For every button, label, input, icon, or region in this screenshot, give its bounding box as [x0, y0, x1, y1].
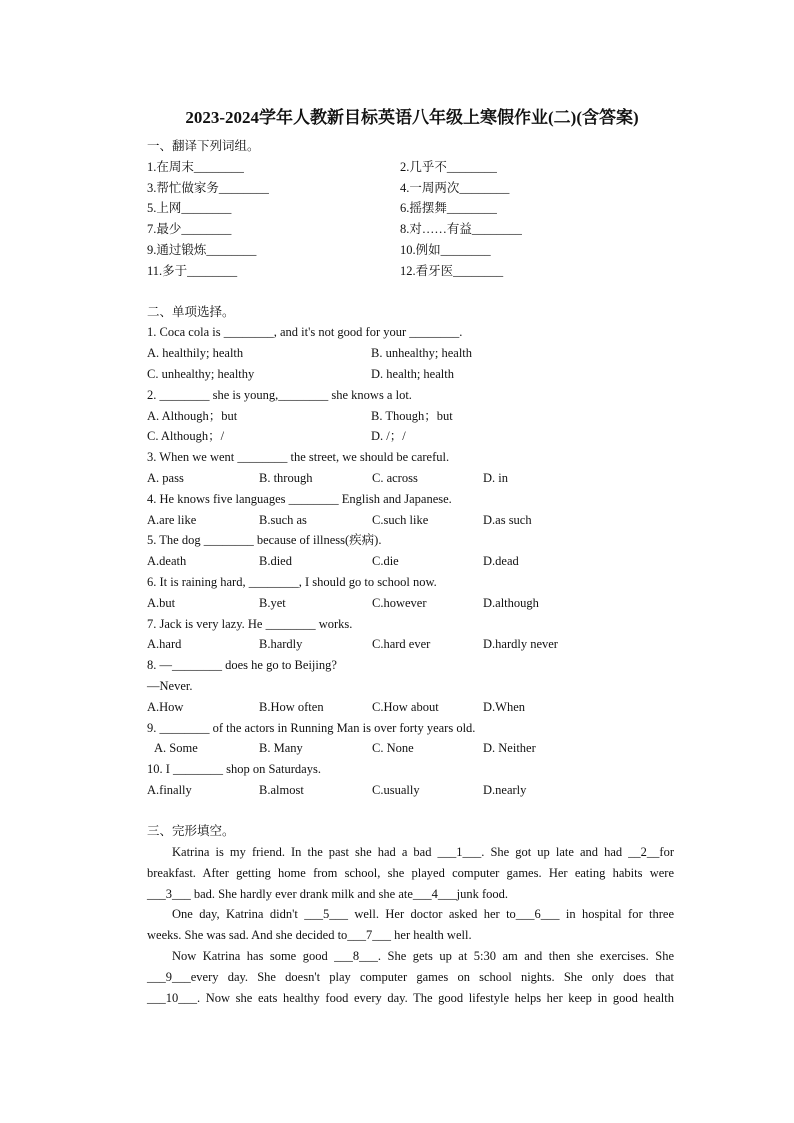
translation-item: 12.看牙医________	[400, 263, 504, 278]
options-8	[147, 697, 677, 718]
options-2	[147, 406, 677, 448]
translation-item: 2.几乎不________	[400, 159, 497, 174]
option-d: D. in	[483, 470, 508, 485]
options-3	[147, 468, 677, 489]
option-b: B. Though；but	[371, 408, 453, 423]
option-d: D.although	[483, 595, 539, 610]
option-a: A.are like	[147, 512, 197, 527]
options-10	[147, 780, 677, 801]
options-5	[147, 551, 677, 572]
passage-line: weeks. She was sad. And she decided to___7___ her health well.	[147, 928, 472, 943]
translation-item: 6.摇摆舞________	[400, 201, 497, 216]
question-10: 10. I ________ shop on Saturdays.	[147, 762, 321, 777]
option-b: B.died	[259, 554, 292, 569]
option-b: B. through	[259, 470, 313, 485]
question-5: 5. The dog ________ because of illness(疾病).	[147, 533, 382, 548]
option-a: A. pass	[147, 470, 184, 485]
option-b: B. unhealthy; health	[371, 346, 473, 361]
question-7: 7. Jack is very lazy. He ________ works.	[147, 616, 353, 631]
option-d: D. Neither	[483, 741, 536, 756]
translation-item: 8.对……有益________	[400, 222, 522, 237]
passage-line: ___3___ bad. She hardly ever drank milk and she ate___4___junk food.	[147, 886, 509, 901]
option-a: A.death	[147, 554, 187, 569]
option-c: C.usually	[372, 782, 420, 797]
translation-item: 10.例如________	[400, 242, 491, 257]
passage-line: Now Katrina has some good ___8___. She gets up at 5:30 am and then she exercises. She	[172, 948, 674, 963]
options-4	[147, 510, 677, 531]
option-a: A. healthily; health	[147, 346, 244, 361]
option-c: C.die	[372, 554, 399, 569]
passage-line: ___10___. Now she eats healthy food every day. The good lifestyle helps her keep in good health	[147, 990, 674, 1005]
option-b: B.How often	[259, 699, 324, 714]
option-a: A.hard	[147, 637, 182, 652]
translation-item: 9.通过锻炼________	[147, 242, 257, 257]
question-8-reply: —Never.	[147, 678, 193, 693]
question-2: 2. ________ she is young,________ she knows a lot.	[147, 387, 412, 402]
option-c: C. across	[372, 470, 418, 485]
passage-line: Katrina is my friend. In the past she had a bad ___1___. She got up late and had __2__for	[172, 845, 674, 859]
translation-item: 1.在周末________	[147, 159, 244, 174]
question-1: 1. Coca cola is ________, and it's not good for your ________.	[147, 325, 463, 340]
option-d: D. /；/	[371, 429, 406, 444]
passage-line: One day, Katrina didn't ___5___ well. Her doctor asked her to___6___ in hospital for three	[172, 907, 674, 922]
option-c: C.hard ever	[372, 637, 431, 652]
option-c: C. None	[372, 741, 414, 756]
question-6: 6. It is raining hard, ________, I should go to school now.	[147, 574, 437, 589]
option-a: A.but	[147, 595, 176, 610]
question-4: 4. He knows five languages ________ English and Japanese.	[147, 491, 452, 506]
option-a: A. Although；but	[147, 408, 238, 423]
passage-line: breakfast. After getting home from school, she played computer games. Her eating habits were	[147, 865, 674, 880]
options-7	[147, 634, 677, 655]
options-9	[147, 738, 677, 759]
option-c: C.How about	[372, 699, 439, 714]
question-3: 3. When we went ________ the street, we should be careful.	[147, 450, 450, 465]
translation-item: 4.一周两次________	[400, 180, 510, 195]
translation-grid	[147, 157, 677, 282]
spacer	[147, 801, 677, 821]
option-c: C.such like	[372, 512, 429, 527]
option-d: D.hardly never	[483, 637, 558, 652]
option-b: B.yet	[259, 595, 286, 610]
page-title: 2023-2024学年人教新目标英语八年级上寒假作业(二)(含答案)	[185, 108, 639, 127]
option-c: C.however	[372, 595, 427, 610]
option-d: D.as such	[483, 512, 532, 527]
section2-heading: 二、单项选择。	[147, 304, 235, 319]
translation-item: 11.多于________	[147, 263, 238, 278]
option-a: A.How	[147, 699, 184, 714]
option-a: A. Some	[154, 741, 198, 756]
option-d: D.dead	[483, 554, 519, 569]
option-c: C. Although；/	[147, 429, 225, 444]
translation-item: 7.最少________	[147, 222, 232, 237]
option-d: D.nearly	[483, 782, 527, 797]
options-1	[147, 343, 677, 385]
option-c: C. unhealthy; healthy	[147, 366, 255, 381]
option-b: B.such as	[259, 512, 307, 527]
spacer	[147, 282, 677, 302]
option-b: B.hardly	[259, 637, 303, 652]
option-b: B.almost	[259, 782, 304, 797]
question-9: 9. ________ of the actors in Running Man is over forty years old.	[147, 720, 476, 735]
option-b: B. Many	[259, 741, 303, 756]
section1-heading: 一、翻译下列词组。	[147, 139, 260, 153]
cloze-text	[147, 842, 674, 1008]
options-6	[147, 593, 677, 614]
option-a: A.finally	[147, 782, 192, 797]
translation-item: 5.上网________	[147, 201, 232, 216]
worksheet-page	[147, 106, 677, 842]
translation-item: 3.帮忙做家务________	[147, 180, 269, 195]
option-d: D. health; health	[371, 366, 454, 381]
passage-line: ___9___every day. She doesn't play computer games on school nights. She only does that	[147, 969, 674, 984]
option-d: D.When	[483, 699, 525, 714]
section3-heading: 三、完形填空。	[147, 823, 235, 838]
question-8: 8. —________ does he go to Beijing?	[147, 658, 337, 673]
